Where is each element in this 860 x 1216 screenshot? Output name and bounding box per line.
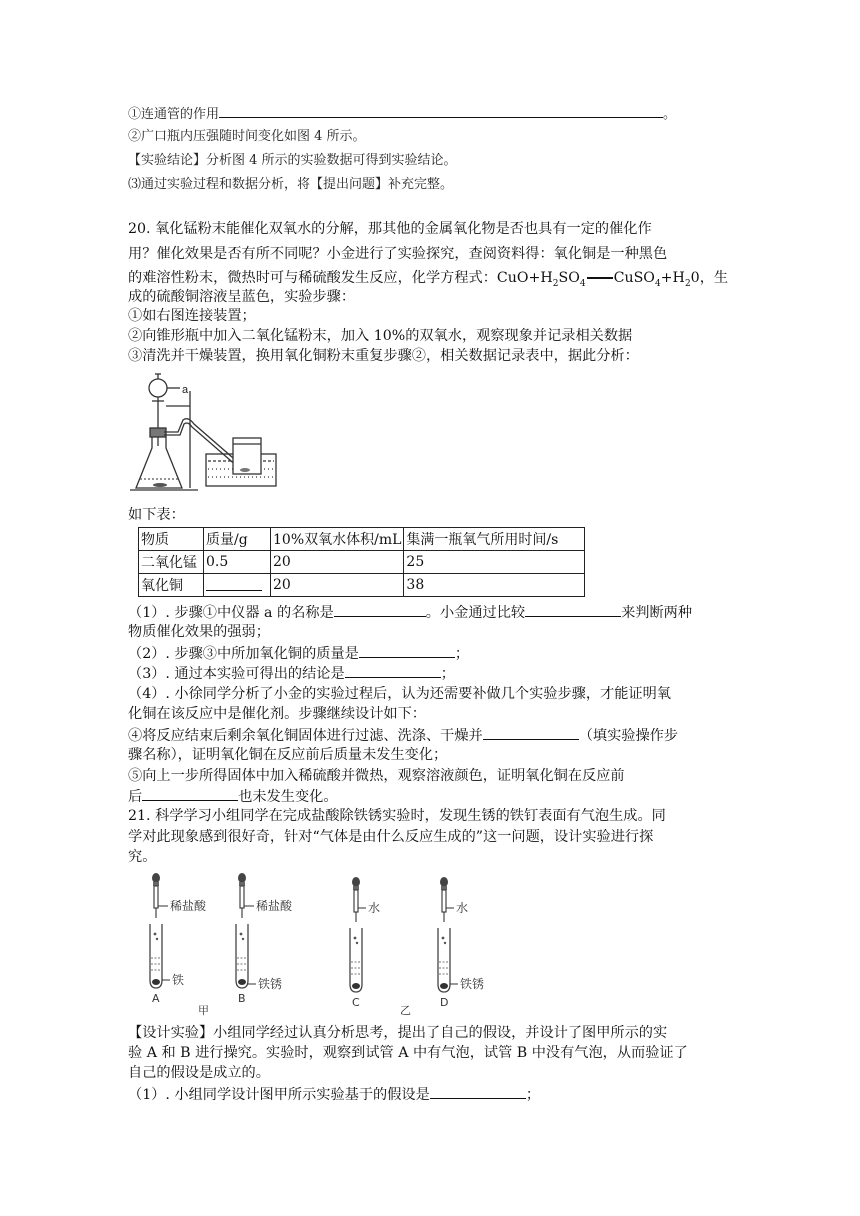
q20-sub1-cont: 物质催化效果的强弱； [128, 624, 270, 640]
answer-blank[interactable] [430, 1084, 526, 1099]
data-table [138, 527, 585, 597]
supplement-line: ⑶通过实验过程和数据分析，将【提出问题】补充完整。 [128, 177, 454, 192]
table-row [139, 574, 585, 597]
pressure-line: ②广口瓶内压强随时间变化如图 4 所示。 [128, 129, 366, 144]
answer-blank[interactable] [525, 602, 621, 617]
q20-sub4: （4）. 小徐同学分析了小金的实验过程后，认为还需要补做几个实验步骤，才能证明氧 [128, 686, 671, 702]
design-line-2: 验 A 和 B 进行操究。实验时，观察到试管 A 中有气泡，试管 B 中没有气泡，从而验证了 [128, 1045, 688, 1061]
table-cell: 氧化铜 [139, 574, 204, 597]
tube-c [350, 877, 362, 992]
q20-step-5-cont: 后 也未发生变化。 [128, 786, 338, 807]
solid-label-b: 铁锈 [258, 977, 283, 991]
table-cell: 二氧化锰 [139, 551, 204, 574]
group-label-jia: 甲 [198, 1004, 209, 1017]
table-cell: 25 [404, 551, 585, 574]
test-tubes-figure [128, 872, 508, 1018]
q21-line-2: 学对此现象感到很好奇，针对“气体是由什么反应生成的”这一问题，设计实验进行探 [128, 829, 654, 845]
q21-line-1: 21. 科学学习小组同学在完成盐酸除铁锈实验时，发现生锈的铁钉表面有气泡生成。同 [128, 808, 666, 824]
q20-sub4-cont: 化铜在该反应中是催化剂。步骤继续设计如下： [128, 706, 426, 722]
reagent-label-b: 稀盐酸 [256, 899, 293, 913]
q21-line-3: 究。 [128, 849, 157, 865]
q20-line-1: 20. 氧化锰粉末能催化双氧水的分解，那其他的金属氧化物是否也具有一定的催化作 [128, 221, 652, 237]
q21-sub1: （1）. 小组同学设计图甲所示实验基于的假设是 ； [128, 1084, 540, 1105]
table-cell: 38 [404, 574, 585, 597]
q20-sub1: （1）. 步骤①中仪器 a 的名称是 。小金通过比较 来判断两种 [128, 602, 692, 623]
equals-sign [587, 277, 613, 279]
tube-a [150, 873, 162, 988]
tube-letter-d: D [440, 996, 449, 1009]
table-cell[interactable] [204, 574, 271, 597]
table-row [139, 551, 585, 574]
header-cell: 10%双氧水体积/mL [271, 528, 404, 551]
design-line-1: 【设计实验】小组同学经过认真分析思考，提出了自己的假设，并设计了图甲所示的实 [128, 1025, 668, 1041]
q20-line-4: 成的硫酸铜溶液呈蓝色，实验步骤： [128, 289, 356, 305]
header-cell: 质量/g [204, 528, 271, 551]
tube-letter-a: A [152, 992, 160, 1005]
reagent-label-c: 水 [368, 901, 381, 915]
answer-blank[interactable] [483, 725, 579, 740]
answer-blank[interactable] [334, 602, 426, 617]
tube-letter-b: B [238, 992, 246, 1005]
reagent-label-a: 稀盐酸 [170, 899, 207, 913]
table-cell: 0.5 [204, 551, 271, 574]
label-a: a [182, 384, 189, 396]
table-header-row [139, 528, 585, 551]
q20-line-3: 的难溶性粉末，微热时可与稀硫酸发生反应，化学方程式：$CuO+H_2SO_4$ $CuSO_4+H_20$，生 [128, 270, 729, 289]
header-cell: 物质 [139, 528, 204, 551]
tube-b [236, 873, 248, 988]
design-line-3: 自己的假设是成立的。 [128, 1065, 270, 1081]
q20-step-2: ②向锥形瓶中加入二氧化锰粉末，加入 10%的双氧水，观察现象并记录相关数据 [128, 328, 633, 344]
header-cell: 集满一瓶氧气所用时间/s [404, 528, 585, 551]
q20-line-2: 用？催化效果是否有所不同呢？小金进行了实验探究，查阅资料得：氧化铜是一种黑色 [128, 246, 668, 262]
q20-step-3: ③清洗并干燥装置，换用氧化铜粉末重复步骤②，相关数据记录表中，据此分析： [128, 348, 639, 364]
answer-blank[interactable] [345, 663, 441, 678]
q20-sub3: （3）. 通过本实验可得出的结论是 ； [128, 663, 455, 684]
q20-sub2: （2）. 步骤③中所加氧化铜的质量是 ； [128, 643, 469, 664]
table-cell: 20 [271, 574, 404, 597]
reagent-label-d: 水 [456, 901, 469, 915]
table-intro: 如下表： [128, 507, 185, 523]
solid-label-a: 铁 [172, 973, 185, 987]
q20-step-4-cont: 骤名称），证明氧化铜在反应前后质量未发生变化； [128, 747, 448, 763]
apparatus-figure [128, 366, 288, 496]
q20-step-5: ⑤向上一步所得固体中加入稀硫酸并微热，观察溶液颜色，证明氧化铜在反应前 [128, 768, 625, 784]
group-label-yi: 乙 [400, 1004, 411, 1017]
answer-blank[interactable] [219, 103, 663, 118]
answer-blank[interactable] [359, 643, 455, 658]
table-cell: 20 [271, 551, 404, 574]
tube-letter-c: C [352, 996, 360, 1009]
solid-label-d: 铁锈 [460, 977, 485, 991]
q20-step-4: ④将反应结束后剩余氧化铜固体进行过滤、洗涤、干燥并 （填实验操作步 [128, 725, 678, 746]
q20-step-1: ①如右图连接装置； [128, 308, 256, 324]
funnel-bulb [149, 379, 167, 397]
answer-blank[interactable] [142, 786, 238, 801]
mass-blank[interactable] [206, 576, 262, 591]
tube-d [438, 877, 450, 992]
conclusion-line: 【实验结论】分析图 4 所示的实验数据可得到实验结论。 [128, 153, 457, 168]
connector-question: ①连通管的作用 。 [128, 103, 676, 125]
